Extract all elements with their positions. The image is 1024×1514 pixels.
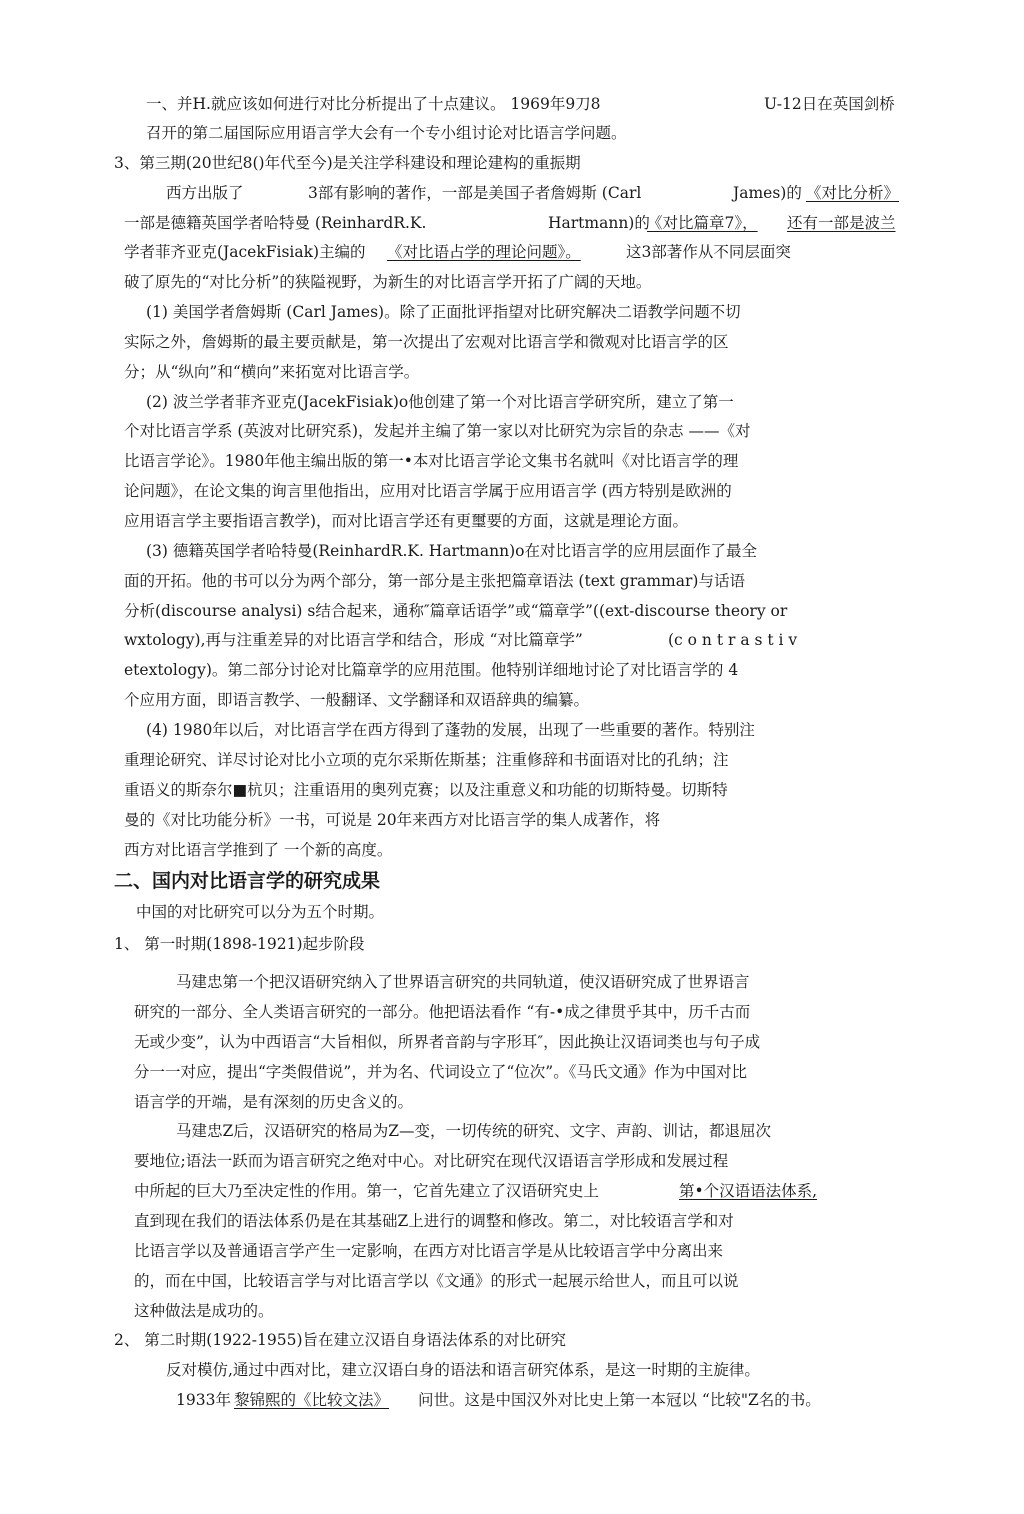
text-line: (1) 美国学者詹姆斯 (Carl James)。除了正面批评指望对比研究解决二语教学问题不切 xyxy=(146,303,741,321)
underlined-phrase: 第•个汉语语法体系, xyxy=(679,1182,818,1200)
text-line: 分一一对应，提出“字类假借说”，并为名、代词设立了“位次”。《马氏文通》作为中国对比 xyxy=(134,1063,747,1081)
section-heading: 二、国内对比语言学的研究成果 xyxy=(114,870,381,892)
text-line: 西方对比语言学推到了 一个新的高度。 xyxy=(124,841,393,859)
text-line: 重理论研究、详尽讨论对比小立项的克尔采斯佐斯基；注重修辞和书面语对比的孔纳；注 xyxy=(124,751,729,769)
text-line: 反对模仿,通过中西对比，建立汉语白身的语法和语言研究体系，是这一时期的主旋律。 xyxy=(166,1361,760,1379)
text-line: 比语言学以及普通语言学产生一定影响，在西方对比语言学是从比较语言学中分离出来 xyxy=(134,1242,724,1260)
text-line: 个应用方面，即语言教学、一般翻译、文学翻译和双语辞典的编纂。 xyxy=(124,691,590,709)
underlined-title: 黎锦熙的《比较文法》 xyxy=(234,1391,390,1409)
text-line: 分析(discourse analysi) s结合起来，通称″篇章话语学”或“篇章学”((ext-discourse theory or xyxy=(124,602,788,620)
text-line: James)的 xyxy=(733,184,802,202)
text-line: 无或少变”，认为中西语言“大旨相似，所界者音韵与字形耳″，因此换让汉语词类也与句子成 xyxy=(134,1033,761,1051)
text-line: 2、 第二时期(1922-1955)旨在建立汉语自身语法体系的对比研究 xyxy=(114,1331,567,1349)
text-line: 学者菲齐亚克(JacekFisiak)主编的 xyxy=(124,243,366,261)
text-line: 重语义的斯奈尔■杭贝；注重语用的奥列克赛；以及注重意义和功能的切斯特曼。切斯特 xyxy=(124,781,728,799)
text-line: 还有一部是波兰 xyxy=(787,214,896,232)
text-line: 个对比语言学系 (英波对比研究系)，发起并主编了第一家以对比研究为宗旨的杂志 ——《对 xyxy=(124,422,751,440)
underlined-title: 《对比篇章7》， xyxy=(647,214,758,232)
underlined-title: 《对比分析》 xyxy=(806,184,900,202)
text-line: 分；从“纵向”和“横向”来拓宽对比语言学。 xyxy=(124,363,420,381)
text-line: 比语言学论》。1980年他主编出版的第一•本对比语言学论文集书名就叫《对比语言学的理 xyxy=(124,452,739,470)
text-line: 1、 第一时期(1898-1921)起步阶段 xyxy=(114,935,365,953)
text-line: 中所起的巨大乃至决定性的作用。第一，它首先建立了汉语研究史上 xyxy=(134,1182,600,1200)
text-line: 一、并H.就应该如何进行对比分析提出了十点建议。 1969年9刀8 xyxy=(146,95,601,113)
text-line: 语言学的开端，是有深刻的历史含义的。 xyxy=(134,1093,414,1111)
text-line: 破了原先的“对比分析”的狭隘视野，为新生的对比语言学开拓了广阔的天地。 xyxy=(124,273,652,291)
text-line: (3) 德籍英国学者哈特曼(ReinhardR.K. Hartmann)o在对比语言学的应用层面作了最全 xyxy=(146,542,757,560)
text-line: 马建忠Z后，汉语研究的格局为Z—变，一切传统的研究、文字、声韵、训诂，都退屈次 xyxy=(176,1122,772,1140)
text-line: 问世。这是中国汉外对比史上第一本冠以 “比较"Z名的书。 xyxy=(418,1391,821,1409)
text-line: (4) 1980年以后，对比语言学在西方得到了蓬勃的发展，出现了一些重要的著作。特别注 xyxy=(146,721,755,739)
text-line: 西方出版了 xyxy=(166,184,244,202)
text-line: (c o n t r a s t i v xyxy=(668,631,798,649)
text-line: U-12日在英国剑桥 xyxy=(764,95,895,113)
text-line: 直到现在我们的语法体系仍是在其基础Z上进行的调整和修改。第二，对比较语言学和对 xyxy=(134,1212,734,1230)
text-line: 研究的一部分、全人类语言研究的一部分。他把语法看作 “有-•成之律贯乎其中，历千古而 xyxy=(134,1003,751,1021)
text-line: 应用语言学主要指语言教学)，而对比语言学还有更璽要的方面，这就是理论方面。 xyxy=(124,512,689,530)
text-line: 3、第三期(20世纪8()年代至今)是关注学科建设和理论建构的重振期 xyxy=(114,154,581,172)
text-line: 一部是德籍英国学者哈特曼 (ReinhardR.K. xyxy=(124,214,427,232)
text-line: 要地位;语法一跃而为语言研究之绝对中心。对比研究在现代汉语语言学形成和发展过程 xyxy=(134,1152,729,1170)
text-line: etextology)。第二部分讨论对比篇章学的应用范围。他特别详细地讨论了对比语言学的 4 xyxy=(124,661,739,679)
text-line: (2) 波兰学者菲齐亚克(JacekFisiak)o他创建了第一个对比语言学研究所，建立了第一 xyxy=(146,393,734,411)
text-line: 曼的《对比功能分析》一书，可说是 20年来西方对比语言学的集人成著作，将 xyxy=(124,811,661,829)
text-line: wxtology),再与注重差异的对比语言学和结合，形成 “对比篇章学” xyxy=(124,631,583,649)
text-line: 的，而在中国，比较语言学与对比语言学以《文通》的形式一起展示给世人，而且可以说 xyxy=(134,1272,739,1290)
text-line: 中国的对比研究可以分为五个时期。 xyxy=(136,903,385,921)
underlined-title: 《对比语占学的理论问题》。 xyxy=(387,243,581,261)
text-line: 实际之外，詹姆斯的最主要贡献是，第一次提出了宏观对比语言学和微观对比语言学的区 xyxy=(124,333,729,351)
text-line: 这3部著作从不同层面突 xyxy=(626,243,791,261)
text-line: 这种做法是成功的。 xyxy=(134,1302,274,1320)
text-line: 3部有影响的著作，一部是美国子者詹姆斯 (Carl xyxy=(308,184,642,202)
text-line: Hartmann)的 xyxy=(548,214,650,232)
text-line: 面的开拓。他的书可以分为两个部分，第一部分是主张把篇章语法 (text grammar)与话语 xyxy=(124,572,745,590)
text-line: 1933年 xyxy=(176,1391,231,1409)
text-line: 论问题》，在论文集的询言里他指出，应用对比语言学属于应用语言学 (西方特别是欧洲的 xyxy=(124,482,732,500)
text-line: 马建忠第一个把汉语研究纳入了世界语言研究的共同轨道，使汉语研究成了世界语言 xyxy=(176,973,750,991)
text-line: 召开的第二届国际应用语言学大会有一个专小组讨论对比语言学问题。 xyxy=(146,124,627,142)
